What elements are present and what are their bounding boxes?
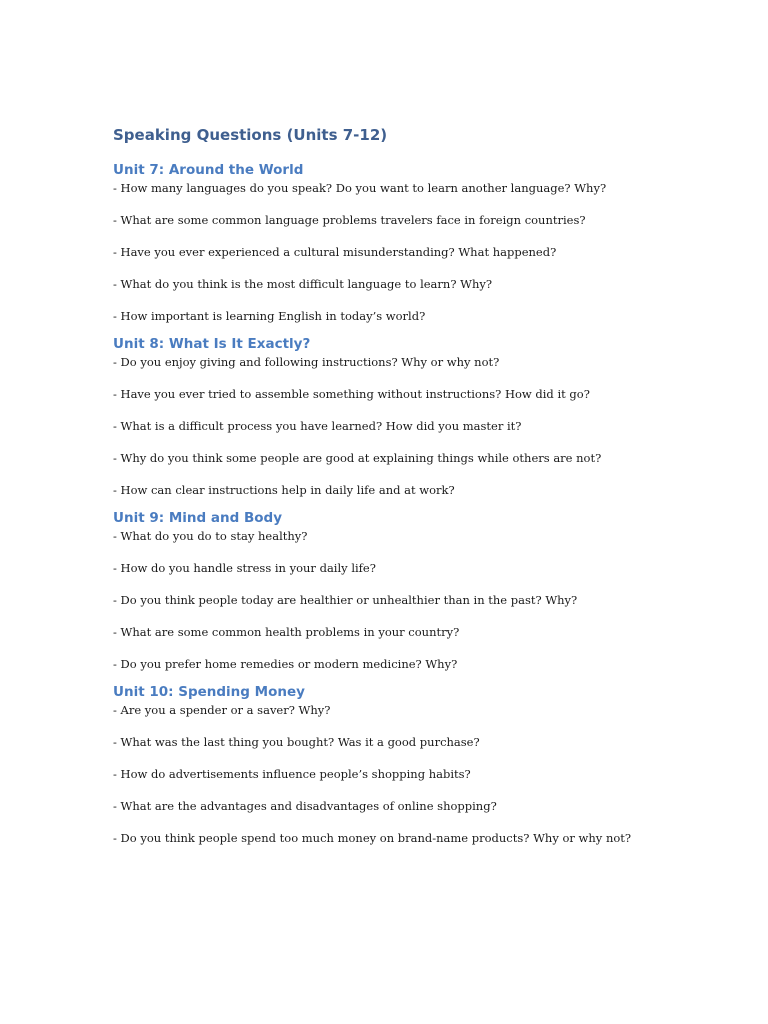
unit-heading: Unit 9: Mind and Body: [113, 510, 282, 526]
unit-heading: Unit 8: What Is It Exactly?: [113, 336, 311, 352]
question-item: - How do you handle stress in your daily life?: [113, 561, 376, 575]
question-item: - Why do you think some people are good at explaining things while others are not?: [113, 451, 602, 465]
question-item: - Do you think people today are healthier or unhealthier than in the past? Why?: [113, 593, 578, 607]
question-item: - What are the advantages and disadvantages of online shopping?: [113, 799, 497, 813]
unit-section: [113, 508, 713, 672]
question-list: [113, 702, 713, 846]
question-item: - How many languages do you speak? Do you want to learn another language? Why?: [113, 181, 607, 195]
question-item: - What is a difficult process you have learned? How did you master it?: [113, 419, 522, 433]
question-item: - What are some common health problems in your country?: [113, 625, 460, 639]
question-item: - How can clear instructions help in daily life and at work?: [113, 483, 455, 497]
document-title: Speaking Questions (Units 7-12): [113, 126, 388, 144]
question-item: - What are some common language problems travelers face in foreign countries?: [113, 213, 586, 227]
question-item: - Do you think people spend too much money on brand-name products? Why or why not?: [113, 831, 632, 845]
question-item: - How do advertisements influence people’s shopping habits?: [113, 767, 471, 781]
question-item: - Do you prefer home remedies or modern medicine? Why?: [113, 657, 458, 671]
unit-heading: Unit 10: Spending Money: [113, 684, 305, 700]
question-item: - Do you enjoy giving and following instructions? Why or why not?: [113, 355, 500, 369]
question-list: [113, 528, 713, 672]
question-item: - What was the last thing you bought? Was it a good purchase?: [113, 735, 480, 749]
question-item: - What do you think is the most difficult language to learn? Why?: [113, 277, 493, 291]
question-list: [113, 180, 713, 324]
unit-section: [113, 334, 713, 498]
question-item: - Have you ever experienced a cultural misunderstanding? What happened?: [113, 245, 557, 259]
unit-section: [113, 682, 713, 846]
question-item: - Have you ever tried to assemble something without instructions? How did it go?: [113, 387, 590, 401]
unit-heading: Unit 7: Around the World: [113, 162, 304, 178]
question-list: [113, 354, 713, 498]
document-content: [113, 124, 713, 862]
unit-section: [113, 160, 713, 324]
question-item: - Are you a spender or a saver? Why?: [113, 703, 331, 717]
question-item: - How important is learning English in today’s world?: [113, 309, 426, 323]
question-item: - What do you do to stay healthy?: [113, 529, 308, 543]
